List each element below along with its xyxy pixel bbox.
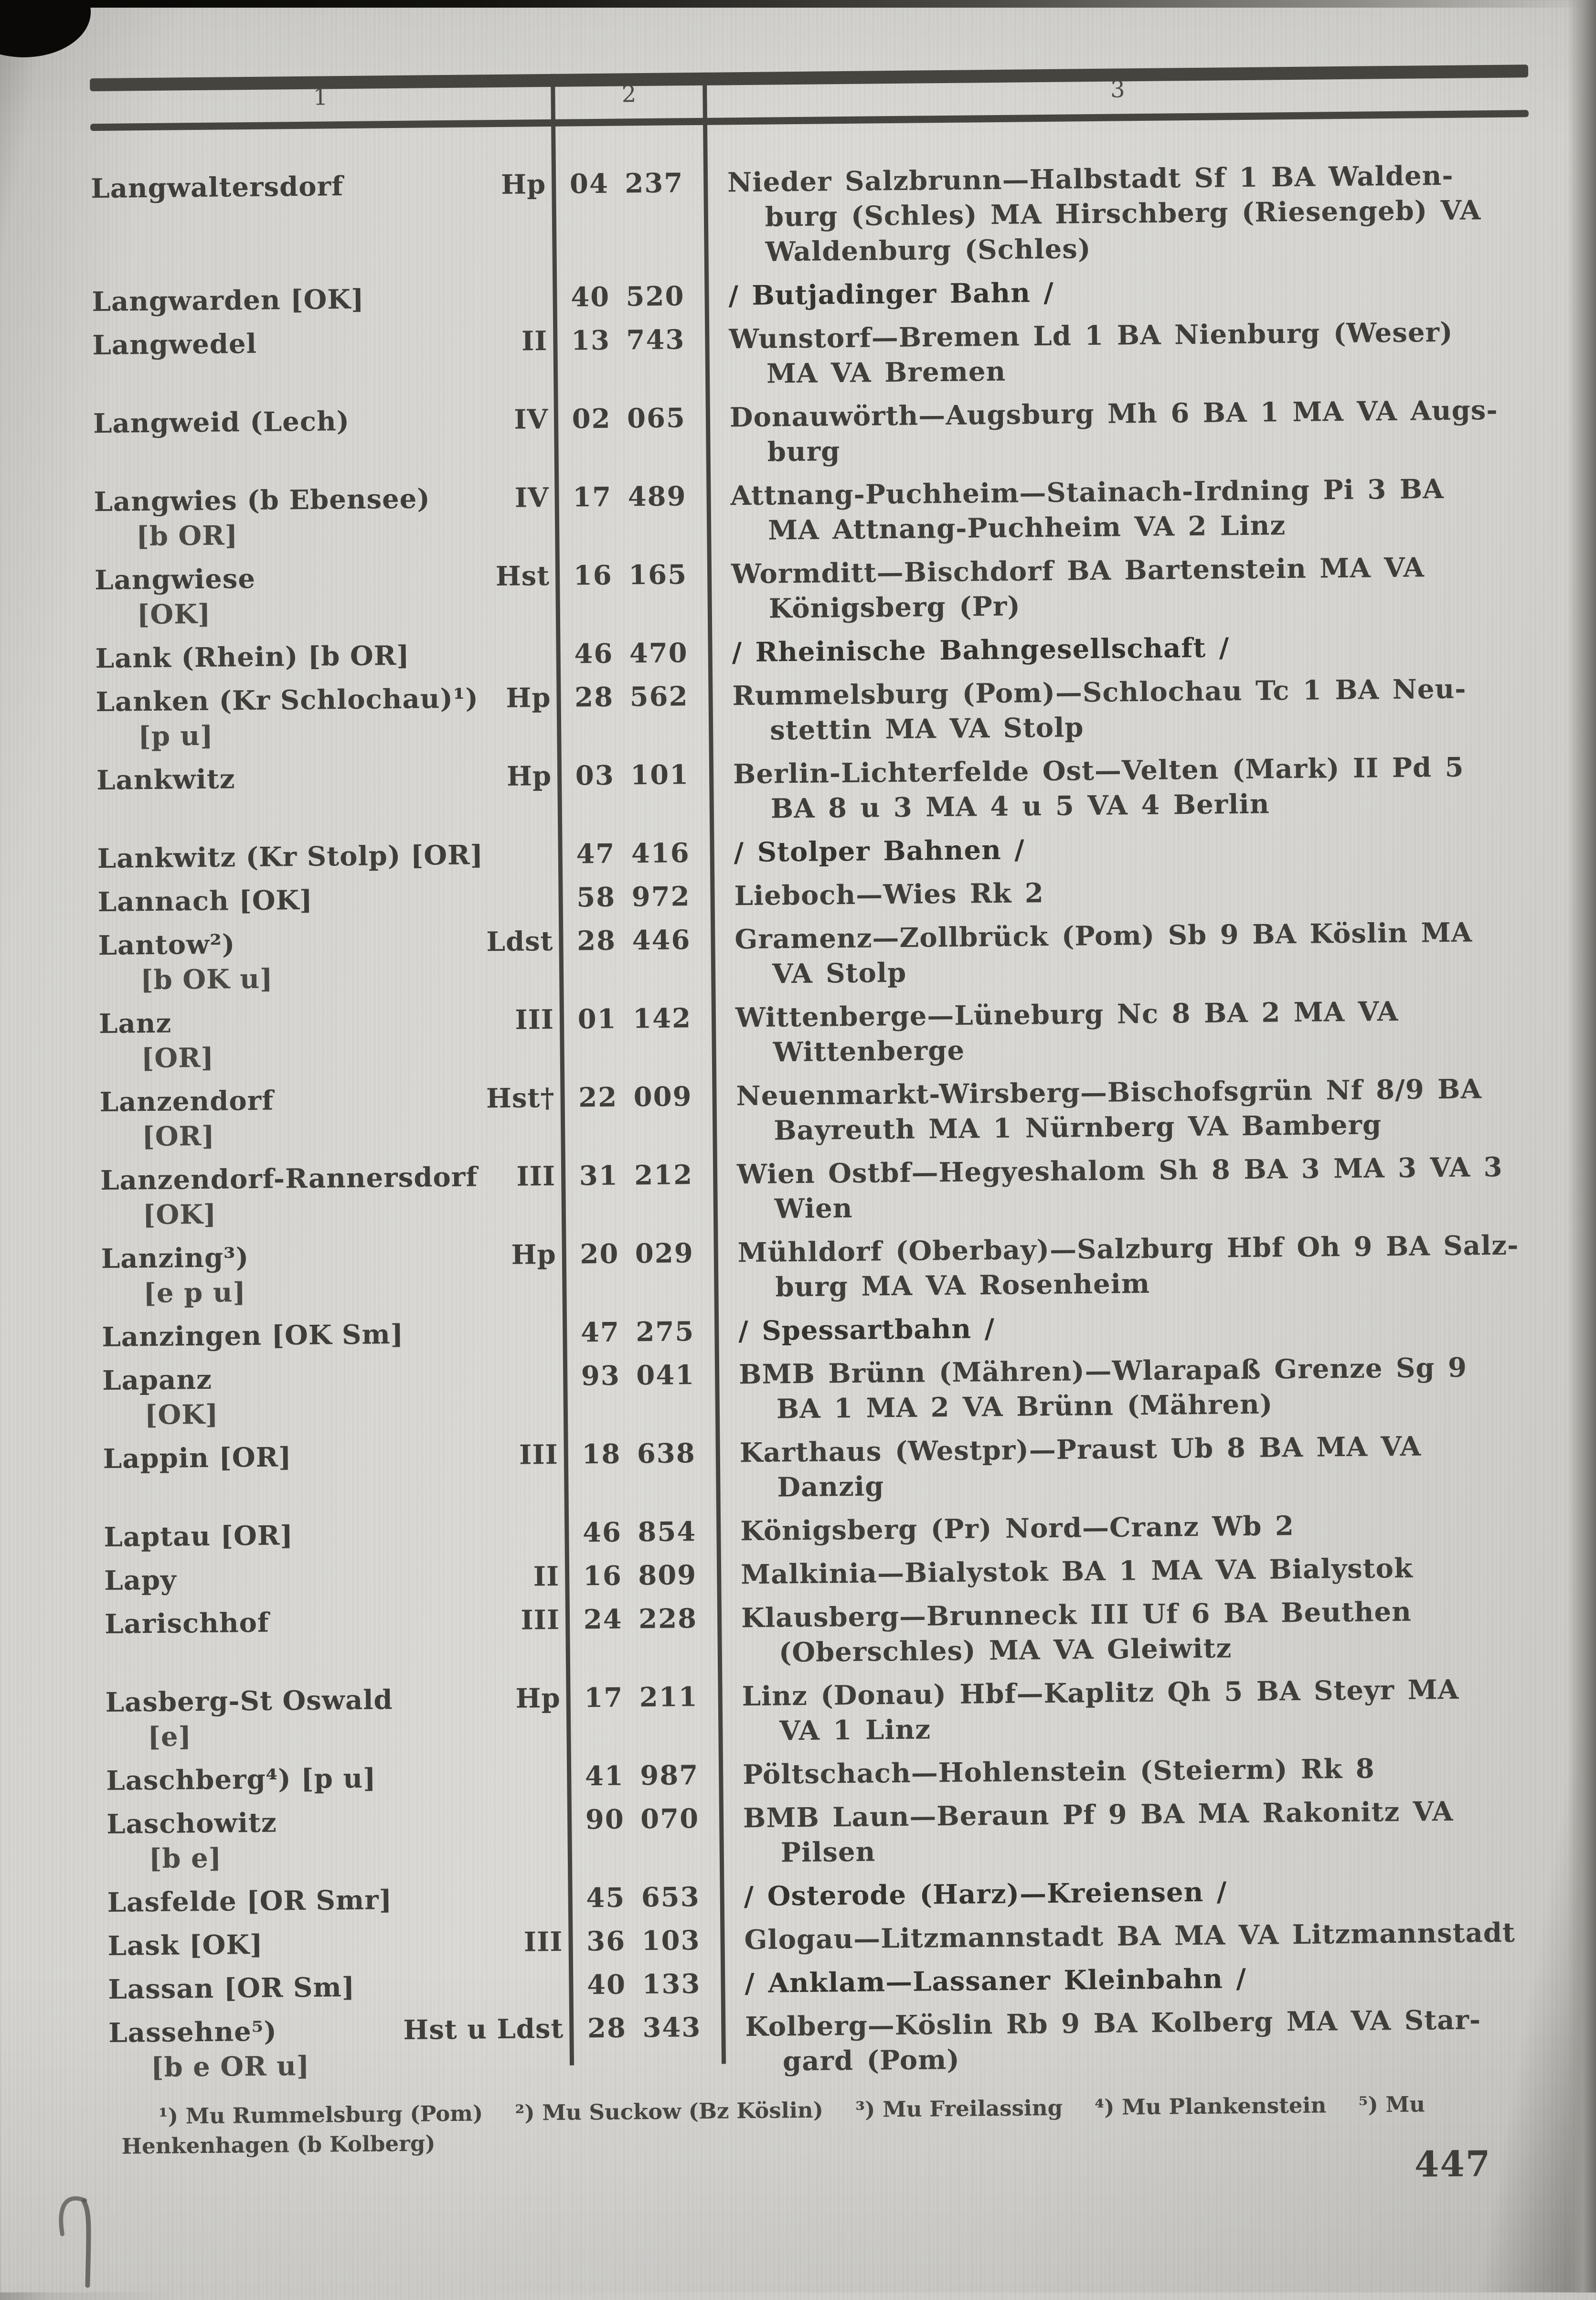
number-cell [565,1601,718,1672]
route-line: Gramenz—Zollbrück (Pom) Sb 9 BA Köslin MA [734,916,1473,956]
table-row [96,671,1534,755]
route-description [711,915,1537,992]
station-cell [97,837,558,876]
route-description [704,271,1531,314]
route-line: VA Stolp [772,957,907,990]
route-description [721,2002,1547,2080]
number-cell [553,322,705,394]
header-bottom-rule [90,110,1529,131]
table-row [108,2002,1547,2086]
route-line: / Butjadinger Bahn / [728,277,1054,312]
route-line: (Oberschles) MA VA Gleiwitz [778,1632,1232,1669]
route-line: Wittenberge—Lüneburg Nc 8 BA 2 MA VA [735,995,1399,1034]
station-number: 24 228 [583,1603,698,1636]
station-remark: [e p u] [143,1277,246,1310]
route-description [712,993,1538,1071]
route-description [717,1593,1543,1671]
route-line: burg (Schles) MA Hirschberg (Riesengeb) VA [765,194,1481,233]
number-cell [562,1236,714,1307]
station-number: 13 743 [571,324,685,357]
station-cell [107,1925,569,1964]
handwritten-mark [46,2192,114,2297]
station-class: IV [514,403,549,436]
route-description [703,158,1530,270]
station-remark: [b OK u] [140,963,273,996]
route-description [719,1793,1545,1871]
route-description [706,393,1532,470]
table-row [106,1793,1545,1877]
station-cell [99,1002,560,1076]
number-cell [558,836,710,872]
route-line: Waldenburg (Schles) [765,233,1091,268]
route-description [708,628,1534,671]
station-class: Hp [500,168,546,201]
number-cell [559,923,711,994]
station-class: III [519,1438,559,1471]
number-cell [567,1801,720,1873]
station-cell [104,1516,565,1555]
route-line: Linz (Donau) Hbf—Kaplitz Qh 5 BA Steyr MA [742,1673,1459,1713]
station-remark: [OR] [141,1042,214,1075]
number-cell [564,1514,717,1551]
station-number: 16 165 [573,559,688,592]
route-line: Donauwörth—Augsburg Mh 6 BA 1 MA VA Augs- [729,394,1498,434]
station-class: II [533,1560,560,1593]
table-row [104,1550,1543,1598]
number-cell [564,1436,716,1507]
station-number: 31 212 [579,1159,693,1192]
route-description [716,1506,1543,1549]
route-description [712,1071,1538,1149]
station-cell [106,1759,567,1799]
station-class: III [515,1003,554,1036]
route-line: stettin MA VA Stolp [769,712,1084,746]
station-number: 17 211 [584,1681,698,1714]
route-description [713,1228,1540,1306]
route-line: Attnang-Puchheim—Stainach-Irdning Pi 3 BA [730,473,1444,512]
station-name: Langweid (Lech) [93,405,350,440]
footnotes [121,2088,1547,2162]
table-row [103,1428,1542,1512]
column-header-1: 1 [313,84,328,111]
station-remark: [OK] [144,1398,219,1431]
table-row [102,1350,1541,1433]
route-line: Wittenberge [773,1034,965,1068]
station-name: Lannach [OK] [97,884,313,918]
station-name: Langwiese [94,563,256,596]
number-cell [568,1923,721,1959]
station-cell [98,924,559,998]
route-line: Berlin-Lichterfelde Ost—Velten (Mark) II Pd 5 [733,751,1464,790]
station-remark: [OK] [142,1198,217,1231]
route-line: Nieder Salzbrunn—Halbstadt Sf 1 BA Walden- [727,160,1454,199]
station-name: Lank (Rhein) [b OR] [95,639,410,675]
station-cell [91,167,553,276]
route-description [708,671,1534,749]
station-cell [101,1237,562,1311]
table-row [107,1872,1546,1920]
route-description [714,1306,1541,1349]
station-class: II [521,325,548,357]
table-row [98,915,1537,998]
station-number: 16 809 [583,1559,697,1592]
station-class: IV [514,481,549,514]
table-row [105,1593,1543,1677]
route-line: Mühldorf (Oberbay)—Salzburg Hbf Oh 9 BA Salz- [737,1229,1519,1269]
station-name: Lankwitz [96,763,235,797]
table-row [106,1750,1545,1799]
station-name: Lanz [98,1007,172,1040]
number-cell [554,401,706,472]
route-description [706,471,1532,549]
station-number: 40 520 [570,280,685,313]
number-cell [556,636,708,672]
route-description [720,1915,1546,1958]
station-name: Lapy [104,1564,177,1597]
station-remark: [OK] [137,598,211,631]
station-name: Lanzing³) [101,1242,249,1275]
table-row [95,628,1534,676]
station-cell [100,1159,562,1233]
station-cell [92,280,553,319]
route-line: Glogau—Litzmannstadt BA MA VA Litzmannstadt [744,1917,1516,1956]
table-row [95,549,1533,633]
footnote-line-2: Henkenhagen (b Kolberg) [121,2130,436,2159]
station-class: Hp [506,760,552,792]
station-cell [108,1968,569,2007]
table-row [108,1959,1547,2007]
route-description [718,1672,1544,1749]
route-line: Kolberg—Köslin Rb 9 BA Kolberg MA VA Star- [745,2004,1481,2043]
station-name: Langwarden [OK] [92,283,364,318]
column-header-3: 3 [1110,76,1125,103]
station-number: 46 854 [582,1516,697,1549]
station-name: Lask [OK] [107,1928,263,1962]
number-cell [563,1314,715,1351]
number-cell [567,1758,719,1794]
station-name: Langwies (b Ebensee) [94,483,431,518]
station-class: Hp [511,1238,557,1271]
station-number: 20 029 [580,1237,694,1270]
route-line: BA 1 MA 2 VA Brünn (Mähren) [776,1388,1273,1425]
station-name: Lantow²) [98,928,235,962]
table-row [92,314,1531,398]
station-remark: [OR] [142,1120,215,1153]
station-number: 04 237 [569,167,684,200]
route-line: VA 1 Linz [779,1714,931,1747]
station-name: Lasberg-St Oswald [105,1684,393,1718]
route-line: MA VA Bremen [766,355,1006,390]
route-line: Rummelsburg (Pom)—Schlochau Tc 1 BA Neu- [732,673,1467,712]
route-line: Bayreuth MA 1 Nürnberg VA Bamberg [773,1109,1382,1147]
route-line: burg MA VA Rosenheim [775,1267,1150,1303]
route-line: / Spessartbahn / [738,1313,995,1347]
station-number: 28 343 [587,2012,702,2044]
station-cell [97,881,559,920]
route-line: Karthaus (Westpr)—Praust Ub 8 BA MA VA [739,1430,1422,1469]
number-cell [566,1680,718,1751]
station-number: 93 041 [581,1359,695,1392]
route-description [721,1959,1547,2002]
route-line: MA Attnang-Puchheim VA 2 Linz [767,510,1286,546]
route-description [710,828,1536,871]
route-description [713,1150,1539,1227]
station-cell [102,1316,563,1355]
table-row [99,993,1538,1076]
station-cell [95,637,556,676]
route-line: / Stolper Bahnen / [734,834,1025,869]
station-class: III [523,1926,563,1958]
station-number: 90 070 [585,1803,700,1836]
station-name: Lappin [OR] [103,1441,292,1475]
station-class: Hp [515,1682,561,1714]
station-class: Hst [495,560,550,593]
route-line: / Anklam—Lassaner Kleinbahn / [745,1963,1247,2000]
column-header-2: 2 [621,81,637,108]
station-name: Lanzingen [OK Sm] [102,1318,404,1353]
number-cell [556,679,709,750]
table-row [91,158,1530,276]
station-number: 18 638 [582,1438,696,1470]
route-description [719,1750,1545,1793]
station-remark: [p u] [138,720,213,753]
table-row [92,271,1531,319]
table-row [102,1306,1541,1355]
route-line: / Rheinische Bahngesellschaft / [732,632,1230,669]
number-cell [560,1001,712,1072]
route-line: Wien Ostbf—Hegyeshalom Sh 8 BA 3 MA 3 VA 3 [736,1151,1503,1191]
station-number: 28 446 [576,924,691,957]
station-cell [96,681,557,755]
route-line: / Osterode (Harz)—Kreiensen / [744,1876,1227,1913]
station-number: 45 653 [586,1881,701,1914]
station-name: Laptau [OR] [104,1520,294,1554]
station-name: Lankwitz (Kr Stolp) [OR] [97,839,484,875]
station-number: 58 972 [576,881,691,914]
station-remark: [b OR] [136,520,238,553]
table-row [97,828,1536,876]
number-cell [569,1967,721,2003]
station-cell [105,1603,566,1677]
route-line: BMB Laun—Beraun Pf 9 BA MA Rakonitz VA [743,1795,1454,1834]
station-remark: [b e] [149,1842,222,1875]
page-number: 447 [1414,2143,1491,2185]
route-line: burg [767,436,841,468]
station-cell [93,402,554,476]
route-line: Neuenmarkt-Wirsberg—Bischofsgrün Nf 8/9 BA [736,1073,1482,1112]
route-description [709,749,1535,827]
number-cell [555,557,708,628]
route-description [720,1872,1546,1915]
table-row [96,749,1535,833]
station-cell [103,1438,564,1512]
station-class: Ldst [486,925,553,958]
number-cell [563,1358,715,1429]
station-number: 47 416 [576,837,691,870]
station-name: Lanzendorf-Rannersdorf [100,1161,478,1197]
station-number: 47 275 [580,1316,695,1349]
route-line: gard (Pom) [782,2044,960,2077]
station-name: Larischhof [104,1607,270,1640]
number-cell [560,1079,713,1150]
route-line: Königsberg (Pr) Nord—Cranz Wb 2 [740,1510,1295,1547]
station-number: 22 009 [578,1081,692,1114]
station-number: 17 489 [572,480,687,513]
station-cell [95,559,556,633]
station-number: 03 101 [575,759,690,792]
station-cell [99,1081,561,1155]
route-line: Königsberg (Pr) [768,590,1021,625]
station-name: Langwedel [92,328,257,362]
station-number: 40 133 [586,1968,701,2001]
station-name: Lasfelde [OR Smr] [107,1884,393,1918]
route-line: Malkinia—Bialystok BA 1 MA VA Bialystok [740,1552,1414,1591]
table-row [101,1228,1540,1311]
table-body [91,158,1547,2086]
number-cell [568,1880,720,1916]
number-cell [569,2010,722,2081]
station-cell [94,480,555,554]
route-description [707,549,1533,627]
table-row [104,1506,1543,1555]
station-cell [96,759,558,833]
route-description [705,314,1531,392]
station-cell [106,1803,568,1877]
route-line: Wormditt—Bischdorf BA Bartenstein MA VA [731,552,1425,590]
table-row [100,1150,1539,1233]
route-line: Wien [774,1192,853,1225]
route-description [717,1550,1543,1593]
station-number: 36 103 [586,1925,701,1958]
station-cell [104,1559,565,1598]
station-number: 28 562 [574,681,689,713]
station-number: 46 470 [574,637,688,670]
route-description [715,1428,1542,1506]
number-cell [558,879,711,916]
route-line: BA 8 u 3 MA 4 u 5 VA 4 Berlin [770,788,1270,825]
number-cell [557,757,710,829]
number-cell [553,279,705,315]
station-name: Lapanz [102,1363,213,1397]
table-row [107,1915,1546,1964]
number-cell [552,166,704,272]
route-line: Wunstorf—Bremen Ld 1 BA Nienburg (Weser) [729,316,1453,355]
station-class: Hst† [486,1082,555,1115]
route-line: Danzig [777,1470,884,1503]
station-number: 41 987 [585,1759,699,1792]
table-row [97,871,1536,920]
station-class: Hst u Ldst [403,2012,564,2046]
route-line: Pilsen [780,1836,876,1869]
station-name: Lanzendorf [99,1085,274,1118]
station-table [91,158,1548,2094]
station-number: 02 065 [572,402,686,435]
station-remark: [e] [148,1721,192,1753]
station-name: Lassehne⁵) [108,2015,277,2049]
number-cell [565,1558,717,1594]
table-row [99,1071,1538,1155]
station-name: Laschowitz [106,1807,277,1840]
route-line: BMB Brünn (Mähren)—Wlarapaß Grenze Sg 9 [738,1352,1468,1391]
footnote-line-1: ¹) Mu Rummelsburg (Pom) ²) Mu Suckow (Bz Köslin) ³) Mu Freilassing ⁴) Mu Plankenstein ⁵) Mu [158,2091,1426,2129]
station-name: Langwaltersdorf [90,170,344,205]
station-name: Laschberg⁴) [p u] [106,1762,376,1797]
station-cell [107,1881,568,1920]
station-class: Hp [506,681,551,714]
station-class: III [521,1604,560,1636]
station-name: Lassan [OR Sm] [108,1971,355,2005]
route-line: Pöltschach—Hohlenstein (Steierm) Rk 8 [742,1753,1375,1791]
station-class: III [516,1160,556,1193]
route-description [715,1350,1541,1427]
station-name: Lanken (Kr Schlochau)¹) [96,682,479,718]
station-remark: [b e OR u] [150,2050,310,2084]
route-description [710,871,1536,914]
station-number: 01 142 [577,1002,692,1035]
table-row [93,393,1532,476]
table-row [94,471,1532,554]
table-row [105,1672,1544,1755]
route-line: Lieboch—Wies Rk 2 [734,877,1044,912]
number-cell [561,1158,713,1229]
station-cell [108,2012,570,2086]
station-cell [102,1359,564,1433]
route-line: Klausberg—Brunneck III Uf 6 BA Beuthen [741,1596,1412,1634]
number-cell [554,479,707,550]
station-cell [105,1681,566,1755]
station-cell [92,324,553,398]
